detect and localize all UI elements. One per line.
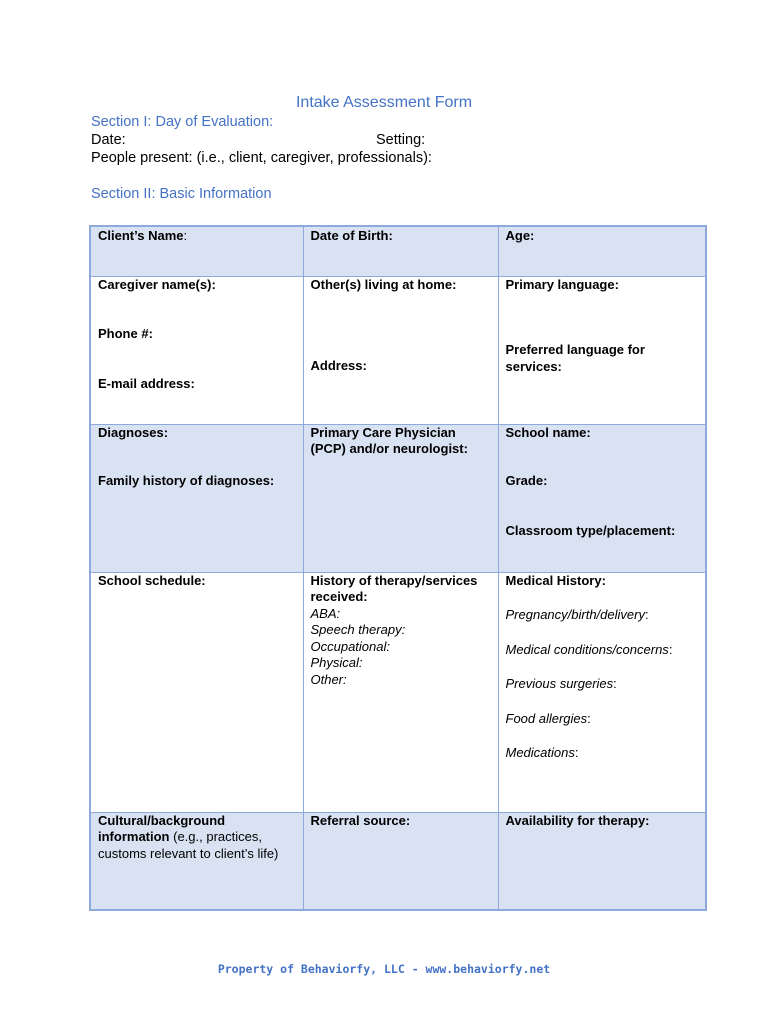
diagnoses-label: Diagnoses: (98, 424, 169, 440)
basic-information-table (89, 225, 707, 911)
age-cell[interactable] (498, 226, 706, 276)
cultural-cell[interactable] (90, 812, 303, 910)
caregiver-label: Caregiver name(s): (98, 276, 216, 292)
diagnoses-cell[interactable] (90, 424, 303, 572)
school-cell[interactable] (498, 424, 706, 572)
client-name-colon: : (183, 228, 188, 243)
availability-cell[interactable] (498, 812, 706, 910)
age-label: Age: (505, 228, 535, 243)
therapy-item-aba: ABA: (310, 605, 341, 621)
medical-item: Medications: (505, 745, 579, 760)
medical-history-label: Medical History: (505, 572, 606, 588)
medical-item: Medical conditions/concerns: (505, 641, 673, 657)
others-living-cell[interactable] (303, 276, 498, 424)
therapy-history-cell[interactable] (303, 572, 498, 812)
table-row (90, 572, 706, 812)
form-title: Intake Assessment Form (295, 94, 473, 111)
preferred-language-label: Preferred language for services: (505, 342, 645, 374)
medical-item: Previous surgeries: (505, 676, 617, 691)
phone-label: Phone #: (98, 326, 153, 341)
therapy-history-label: History of therapy/services received: (310, 572, 478, 604)
people-present-label: People present: (i.e., client, caregiver, professionals): (91, 150, 432, 166)
therapy-item-other: Other: (310, 671, 347, 687)
medical-item: Food allergies: (505, 710, 591, 726)
date-of-birth-cell[interactable] (303, 226, 498, 276)
email-label: E-mail address: (98, 375, 195, 391)
classroom-label: Classroom type/placement: (505, 522, 676, 538)
referral-cell[interactable] (303, 812, 498, 910)
school-name-label: School name: (505, 424, 591, 440)
cultural-note: (e.g., practices, customs relevant to client’s life) (98, 829, 279, 861)
family-history-label: Family history of diagnoses: (98, 473, 275, 488)
pcp-label: Primary Care Physician (PCP) and/or neurologist: (310, 424, 468, 456)
section-1-heading: Section I: Day of Evaluation: (91, 114, 274, 130)
medical-item: Pregnancy/birth/delivery: (505, 607, 649, 622)
referral-label: Referral source: (310, 812, 411, 828)
therapy-item-speech: Speech therapy: (310, 622, 406, 637)
cultural-label: Cultural/background information (98, 812, 226, 844)
language-cell[interactable] (498, 276, 706, 424)
setting-label: Setting: (376, 132, 426, 148)
address-label: Address: (310, 358, 367, 373)
availability-label: Availability for therapy: (505, 812, 650, 828)
others-living-label: Other(s) living at home: (310, 276, 457, 292)
caregiver-cell[interactable] (90, 276, 303, 424)
footer: Property of Behaviorfy, LLC - www.behaviorfy.net (217, 962, 551, 976)
pcp-cell[interactable] (303, 424, 498, 572)
table-row (90, 812, 706, 910)
table-row (90, 276, 706, 424)
date-label: Date: (91, 132, 126, 148)
client-name-cell[interactable] (90, 226, 303, 276)
section-2-heading: Section II: Basic Information (91, 186, 272, 202)
table-row (90, 424, 706, 572)
therapy-item-occupational: Occupational: (310, 638, 390, 654)
grade-label: Grade: (505, 473, 548, 488)
primary-language-label: Primary language: (505, 276, 619, 292)
therapy-item-physical: Physical: (310, 655, 363, 670)
school-schedule-cell[interactable] (90, 572, 303, 812)
school-schedule-label: School schedule: (98, 572, 206, 588)
table-row (90, 226, 706, 276)
medical-history-cell[interactable] (498, 572, 706, 812)
client-name-label: Client’s Name (98, 228, 184, 243)
date-of-birth-label: Date of Birth: (310, 228, 393, 243)
